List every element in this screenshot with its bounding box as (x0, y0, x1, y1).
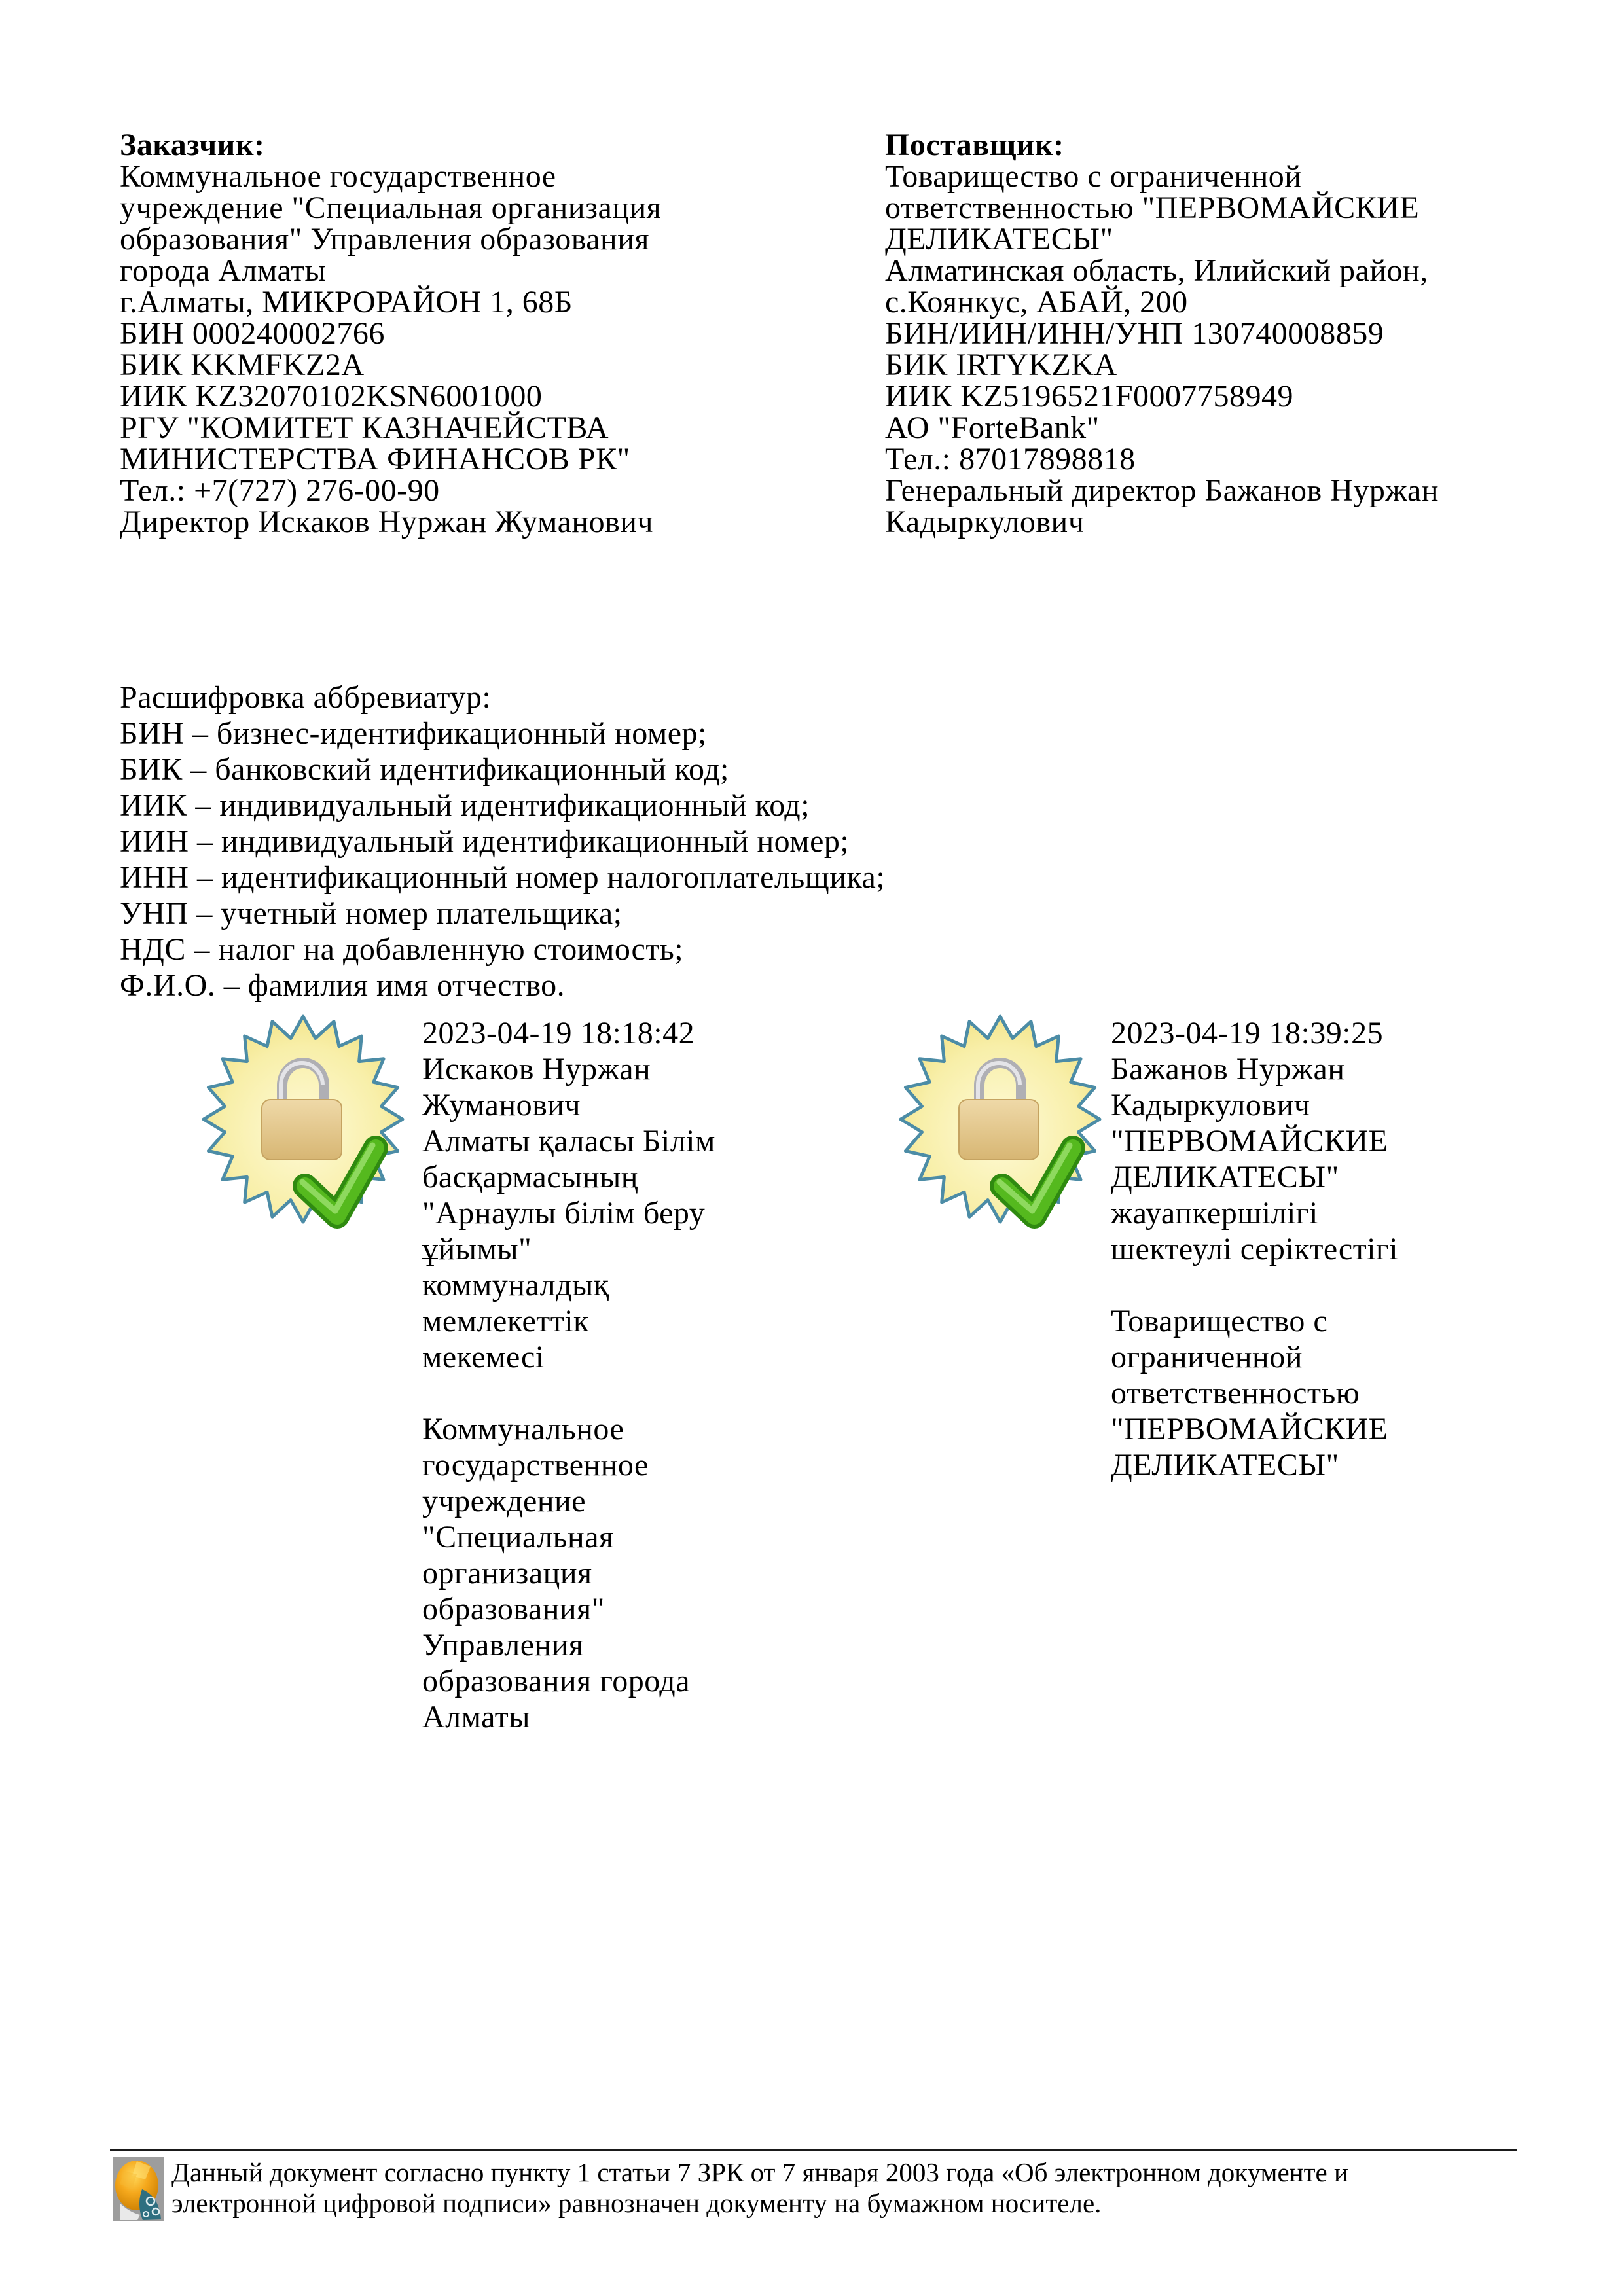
signature-line: басқармасының (422, 1160, 638, 1194)
signature-line: государственное (422, 1448, 649, 1482)
signature-line: шектеулі серіктестігі (1111, 1232, 1399, 1266)
signature-line: Жуманович (422, 1088, 581, 1122)
signature-line: "ПЕРВОМАЙСКИЕ (1111, 1412, 1388, 1446)
abbreviation-item: УНП – учетный номер плательщика; (120, 896, 623, 931)
customer-line: МИНИСТЕРСТВА ФИНАНСОВ РК" (120, 442, 630, 476)
signature-right-timestamp: 2023-04-19 18:39:25 (1111, 1016, 1384, 1050)
signature-line: "ПЕРВОМАЙСКИЕ (1111, 1124, 1388, 1158)
supplier-line: ИИК KZ5196521F0007758949 (885, 379, 1294, 414)
signature-line: образования города (422, 1664, 691, 1698)
supplier-block (885, 130, 1598, 538)
customer-line: города Алматы (120, 253, 327, 288)
signature-line: Искаков Нуржан (422, 1052, 651, 1086)
abbreviation-item: ИНН – идентификационный номер налогоплательщика; (120, 860, 886, 895)
signature-line: мекемесі (422, 1340, 545, 1374)
abbreviations-title: Расшифровка аббревиатур: (120, 680, 492, 715)
signature-line: Управления (422, 1628, 584, 1662)
supplier-line: ответственностью "ПЕРВОМАЙСКИЕ (885, 190, 1420, 225)
signature-right-block (1111, 1015, 1530, 1483)
signature-line: ограниченной (1111, 1340, 1303, 1374)
signature-line: "Арнаулы білім беру (422, 1196, 706, 1230)
signature-line (422, 1375, 841, 1411)
abbreviation-item: НДС – налог на добавленную стоимость; (120, 932, 684, 967)
seal-stamp-icon (899, 1014, 1102, 1237)
signature-line: учреждение (422, 1484, 586, 1518)
seal-stamp-icon (202, 1014, 405, 1237)
supplier-line: Кадыркулович (885, 505, 1085, 539)
signature-line: мемлекеттік (422, 1304, 589, 1338)
supplier-line: Алматинская область, Илийский район, (885, 253, 1428, 288)
abbreviation-item: Ф.И.О. – фамилия имя отчество. (120, 968, 566, 1003)
customer-line: БИК KKMFKZ2A (120, 348, 365, 382)
footer-divider (110, 2149, 1517, 2151)
signature-line: образования" (422, 1592, 605, 1626)
signature-line: ұйымы" (422, 1232, 532, 1266)
customer-line: Тел.: +7(727) 276-00-90 (120, 473, 440, 508)
signature-left-lines (422, 1051, 841, 1735)
signature-line: ответственностью (1111, 1376, 1360, 1410)
customer-line: БИН 000240002766 (120, 316, 385, 351)
supplier-line: ДЕЛИКАТЕСЫ" (885, 222, 1113, 257)
footer-note-line-1: Данный документ согласно пункту 1 статьи 7 ЗРК от 7 января 2003 года «Об электронном документе и (171, 2157, 1348, 2187)
customer-line: Коммунальное государственное (120, 159, 556, 194)
signature-left-timestamp: 2023-04-19 18:18:42 (422, 1016, 695, 1050)
supplier-line: Товарищество с ограниченной (885, 159, 1302, 194)
signature-line: Кадыркулович (1111, 1088, 1310, 1122)
signature-line: "Специальная (422, 1520, 614, 1554)
signature-line: Алматы (422, 1700, 530, 1734)
footer-note-line-2: электронной цифровой подписи» равнозначен документу на бумажном носителе. (171, 2188, 1102, 2218)
abbreviations-list (120, 715, 885, 1003)
signature-left-block (422, 1015, 841, 1735)
customer-line: г.Алматы, МИКРОРАЙОН 1, 68Б (120, 285, 573, 319)
supplier-lines (885, 161, 1598, 538)
customer-line: учреждение "Специальная организация (120, 190, 662, 225)
signature-line: Товарищество с (1111, 1304, 1328, 1338)
customer-block (120, 130, 859, 538)
supplier-line: с.Коянкус, АБАЙ, 200 (885, 285, 1188, 319)
abbreviation-item: БИК – банковский идентификационный код; (120, 752, 729, 787)
customer-line: Директор Искаков Нуржан Жуманович (120, 505, 654, 539)
signature-line (1111, 1267, 1530, 1303)
footer-note (171, 2157, 1348, 2219)
supplier-title: Поставщик: (885, 128, 1064, 162)
signature-right-lines (1111, 1051, 1530, 1483)
abbreviations-block (120, 679, 885, 1003)
signature-line: Бажанов Нуржан (1111, 1052, 1345, 1086)
abbreviation-item: ИИН – индивидуальный идентификационный номер; (120, 824, 850, 859)
customer-line: ИИК KZ32070102KSN6001000 (120, 379, 543, 414)
egov-logo-icon (113, 2157, 164, 2221)
customer-lines (120, 161, 859, 538)
signature-line: Алматы қаласы Білім (422, 1124, 715, 1158)
abbreviation-item: ИИК – индивидуальный идентификационный код; (120, 788, 810, 823)
signature-line: организация (422, 1556, 592, 1590)
customer-line: РГУ "КОМИТЕТ КАЗНАЧЕЙСТВА (120, 410, 609, 445)
signature-line: Коммунальное (422, 1412, 624, 1446)
padlock-body (959, 1100, 1039, 1160)
supplier-line: АО "ForteBank" (885, 410, 1100, 445)
signature-line: ДЕЛИКАТЕСЫ" (1111, 1448, 1339, 1482)
supplier-line: Тел.: 87017898818 (885, 442, 1136, 476)
padlock-body (262, 1100, 342, 1160)
customer-title: Заказчик: (120, 128, 265, 162)
signature-line: ДЕЛИКАТЕСЫ" (1111, 1160, 1339, 1194)
customer-line: образования" Управления образования (120, 222, 649, 257)
supplier-line: БИК IRTYKZKA (885, 348, 1117, 382)
signature-line: коммуналдық (422, 1268, 609, 1302)
supplier-line: БИН/ИИН/ИНН/УНП 130740008859 (885, 316, 1384, 351)
signature-line: жауапкершілігі (1111, 1196, 1318, 1230)
abbreviation-item: БИН – бизнес-идентификационный номер; (120, 716, 707, 751)
supplier-line: Генеральный директор Бажанов Нуржан (885, 473, 1439, 508)
